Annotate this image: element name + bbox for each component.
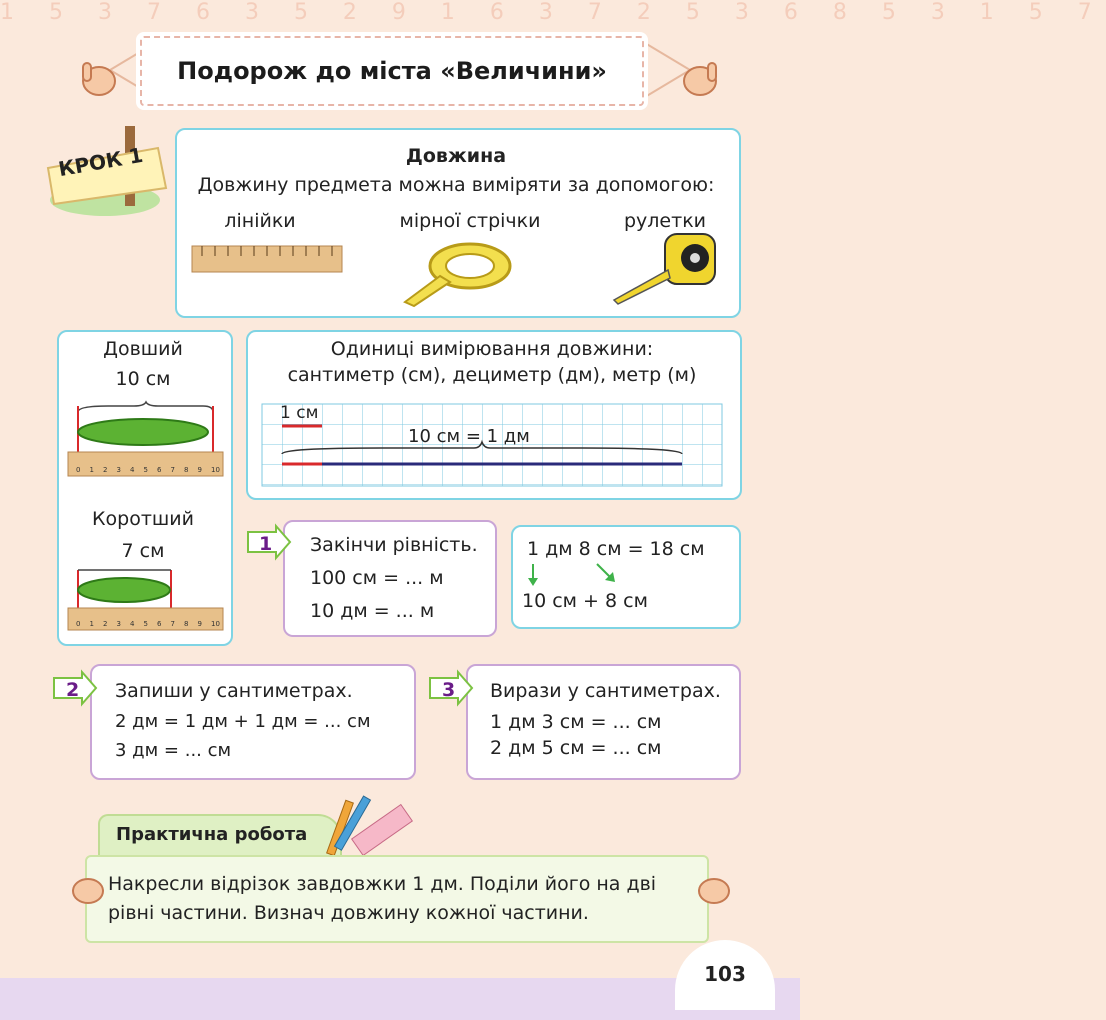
ruler-tick-label: 7 — [170, 620, 175, 628]
ruler-tick-label: 0 — [76, 620, 81, 628]
task3-number: 3 — [442, 679, 456, 701]
units-line2: сантиметр (см), дециметр (дм), метр (м) — [287, 364, 697, 386]
page-title: Подорож до міста «Величини» — [177, 57, 607, 85]
longer-value: 10 см — [115, 368, 171, 390]
practice-text-line1: Накресли відрізок завдовжки 1 дм. Поділи його на дві — [108, 873, 657, 895]
ruler-tick-label: 2 — [103, 620, 108, 628]
ruler-tick-label: 5 — [143, 620, 148, 628]
tool-label-roulette: рулетки — [623, 210, 707, 232]
ruler-tick-label: 6 — [157, 620, 162, 628]
ruler-tick-label: 8 — [184, 466, 189, 474]
length-heading: Довжина — [405, 145, 507, 167]
ruler-tick-label: 8 — [184, 620, 189, 628]
measuring-tape-icon — [400, 236, 520, 308]
ruler-tick-label: 7 — [170, 466, 175, 474]
example-line2: 10 см + 8 см — [522, 590, 648, 612]
step-label: КРОК 1 — [56, 142, 145, 182]
task1-line1: 100 см = ... м — [310, 567, 444, 589]
longer-label: Довший — [103, 338, 183, 360]
ruler-tick-label: 5 — [143, 466, 148, 474]
task3-line2: 2 дм 5 см = ... см — [490, 737, 662, 759]
pencil-ruler-icon — [322, 790, 412, 856]
ruler-icon — [192, 246, 342, 272]
ruler-tick-label: 2 — [103, 466, 108, 474]
ruler-tick-label: 10 — [211, 620, 220, 628]
ruler-tick-label: 4 — [130, 620, 135, 628]
task3-line1: 1 дм 3 см = ... см — [490, 711, 662, 733]
example-line1: 1 дм 8 см = 18 см — [527, 538, 705, 560]
units-line1: Одиниці вимірювання довжини: — [330, 338, 654, 360]
ruler-tick-label: 3 — [116, 620, 121, 628]
tool-label-tape: мірної стрічки — [399, 210, 541, 232]
shorter-value: 7 см — [121, 540, 165, 562]
ruler-tick-label: 9 — [197, 466, 202, 474]
ruler-tick-label: 6 — [157, 466, 162, 474]
background-digits: 1 5 3 7 6 3 5 2 9 1 6 3 7 2 5 3 6 8 5 3 1 5 7 — [0, 0, 1106, 25]
grid-label-big: 10 см = 1 дм — [408, 426, 530, 447]
shorter-label: Коротший — [92, 508, 194, 530]
right-hand-icon — [678, 55, 724, 101]
task3-title: Вирази у сантиметрах. — [490, 680, 721, 702]
title-banner — [140, 36, 644, 106]
task2-title: Запиши у сантиметрах. — [115, 680, 353, 702]
ruler-tick-label: 9 — [197, 620, 202, 628]
task2-number: 2 — [66, 679, 80, 701]
left-hand-icon — [75, 55, 121, 101]
practice-left-hand-icon — [62, 868, 108, 914]
ruler-tick-label: 1 — [89, 466, 94, 474]
short-cucumber-ruler — [68, 562, 223, 632]
ruler-tick-label: 10 — [211, 466, 220, 474]
tool-label-ruler: лінійки — [224, 210, 296, 232]
practice-text-line2: рівні частини. Визнач довжину кожної частини. — [108, 902, 589, 924]
roulette-icon — [610, 230, 720, 308]
practice-box — [85, 855, 709, 943]
length-intro: Довжину предмета можна виміряти за допомогою: — [197, 174, 715, 196]
ruler-tick-label: 3 — [116, 466, 121, 474]
ruler-tick-label: 0 — [76, 466, 81, 474]
practice-tab-label: Практична робота — [116, 824, 308, 845]
long-cucumber-ruler — [68, 402, 223, 478]
practice-right-hand-icon — [694, 868, 740, 914]
ruler-tick-label: 4 — [130, 466, 135, 474]
page-number: 103 — [704, 962, 746, 986]
ruler-tick-label: 1 — [89, 620, 94, 628]
task1-number: 1 — [259, 533, 273, 555]
grid-label-small: 1 см — [280, 403, 319, 423]
example-arrows — [527, 562, 627, 588]
task1-title: Закінчи рівність. — [310, 534, 478, 556]
task1-line2: 10 дм = ... м — [310, 600, 435, 622]
task2-line1: 2 дм = 1 дм + 1 дм = ... см — [115, 711, 371, 732]
task2-line2: 3 дм = ... см — [115, 740, 232, 761]
